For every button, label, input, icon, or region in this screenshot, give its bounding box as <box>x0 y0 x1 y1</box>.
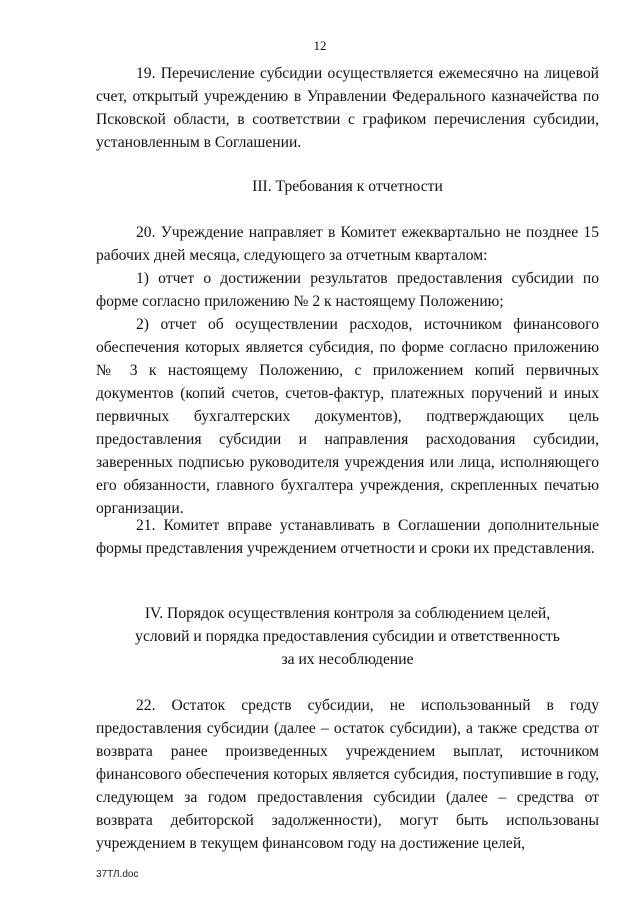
file-name-footer: 37ТЛ.doc <box>96 869 139 880</box>
paragraph-20-item-1: 1) отчет о достижении результатов предоставления субсидии по форме согласно приложению № 2 к настоящему Положению; <box>96 270 599 310</box>
page-number: 12 <box>313 38 327 53</box>
paragraph-19: 19. Перечисление субсидии осуществляется ежемесячно на лицевой счет, открытый учреждению в Управлении Федерального казначейства по Псковской области, в соответствии с графиком перечисления субсидии, установленным в Соглашении. <box>96 65 599 151</box>
section-4-title-line-3: за их несоблюдение <box>281 651 414 668</box>
section-4-title-line-1: IV. Порядок осуществления контроля за соблюдением целей, <box>144 605 551 622</box>
paragraph-20-item-2: 2) отчет об осуществлении расходов, источником финансового обеспечения которых является субсидия, по форме согласно приложению № 3 к настоящему Положению, с приложением копий первичных документов (копий счетов, счетов-фактур, платежных поручений и иных первичных бухгалтерских документов), подтверждающих цель предоставления субсидии и направления расходования субсидии, заверенных подписью руководителя учреждения или лица, исполняющего его обязанности, главного бухгалтера учреждения, скрепленных печатью организации. <box>96 316 599 517</box>
paragraph-20: 20. Учреждение направляет в Комитет ежеквартально не позднее 15 рабочих дней месяца, следующего за отчетным кварталом: <box>96 224 599 264</box>
section-4-title-line-2: условий и порядка предоставления субсидии и ответственность <box>135 628 560 645</box>
paragraph-22: 22. Остаток средств субсидии, не использованный в году предоставления субсидии (далее – остаток субсидии), а также средства от возврата ранее произведенных учреждением выплат, источником финансового обеспечения которых является субсидия, поступившие в году, следующем за годом предоставления субсидии (далее – средства от возврата дебиторской задолженности), могут быть использованы учреждением в текущем финансовом году на достижение целей, <box>96 697 599 852</box>
paragraph-21: 21. Комитет вправе устанавливать в Соглашении дополнительные формы представления учреждением отчетности и сроки их представления. <box>96 517 599 557</box>
section-3-title: III. Требования к отчетности <box>252 178 443 195</box>
